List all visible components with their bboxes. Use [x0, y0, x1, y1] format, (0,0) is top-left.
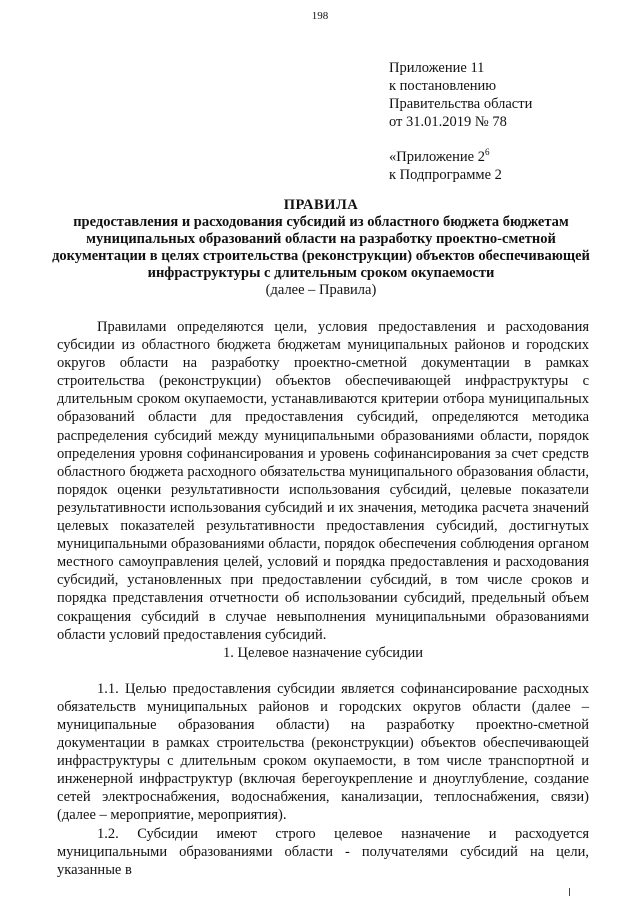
- paragraph-1-1: 1.1. Целью предоставления субсидии является софинансирование расходных обязательств муниципальных районов и городских округов области (далее – муниципальные образования области) на разработку проектно-сметной документации в рамках строительства (реконструкции) объектов обеспечивающей инфраструктуры с длительным сроком окупаемости, в том числе транспортной и инженерной инфраструктур (включая берегоукрепление и дноуглубление, создание сетей электроснабжения, водоснабжения, канализации, теплоснабжения, связи) (далее – мероприятие, мероприятия).: [57, 680, 589, 824]
- document-subtitle: предоставления и расходования субсидий из областного бюджета бюджетам муниципальных образований области на разработку проектно-сметной документации в целях строительства (реконструкции) объектов обеспечивающей инфраструктуры с длительным сроком окупаемости: [52, 214, 590, 281]
- appendix-line: к постановлению: [389, 78, 497, 94]
- document-body: [57, 318, 589, 879]
- paragraph-1-2: 1.2. Субсидии имеют строго целевое назначение и расходуется муниципальными образованиями области - получателями субсидий на цели, указанные в: [57, 825, 589, 878]
- appendix-line: Правительства области: [389, 96, 533, 112]
- appendix-line: от 31.01.2019 № 78: [389, 114, 507, 130]
- appendix-annex-label: «Приложение 2: [389, 149, 485, 165]
- document-subtitle-note: (далее – Правила): [265, 282, 377, 298]
- document-title: ПРАВИЛА: [283, 197, 359, 213]
- appendix-line: Приложение 11: [389, 60, 485, 76]
- scan-mark: [569, 888, 570, 896]
- appendix-block: [389, 59, 532, 184]
- intro-paragraph: Правилами определяются цели, условия предоставления и расходования субсидии из областного бюджета бюджетам муниципальных районов и городских округов области на разработку проектно-сметной документации в рамках строительства (реконструкции) объектов обеспечивающей инфраструктуры с длительным сроком окупаемости, устанавливаются критерии отбора муниципальных образований области для предоставления субсидий, определяются методика распределения субсидий между муниципальными образованиями области, порядок определения уровня софинансирования и уровень софинансирования за счет средств областного бюджета расходного обязательства муниципального образования области, порядок оценки результативности использования субсидий, целевые показатели результативности использования субсидий и их значения, методика расчета значений целевых показателей результативности предоставления субсидий, достигнутых муниципальными образованиями области, порядок обеспечения соблюдения органом местного самоуправления целей, условий и порядка предоставления и расходования субсидий, установленных при предоставлении субсидий, в том числе сроков и порядка представления отчетности об использовании субсидий, предельный объем сокращения субсидий в случае невыполнения муниципальными образованиями области условий предоставления субсидий.: [57, 319, 589, 643]
- appendix-line: к Подпрограмме 2: [389, 167, 502, 183]
- appendix-line: [389, 148, 532, 166]
- appendix-annex-superscript: 6: [484, 147, 490, 157]
- title-block: [40, 197, 602, 299]
- section-heading: 1. Целевое назначение субсидии: [223, 644, 423, 661]
- page-number: 198: [311, 10, 329, 22]
- appendix-gap: [389, 131, 532, 148]
